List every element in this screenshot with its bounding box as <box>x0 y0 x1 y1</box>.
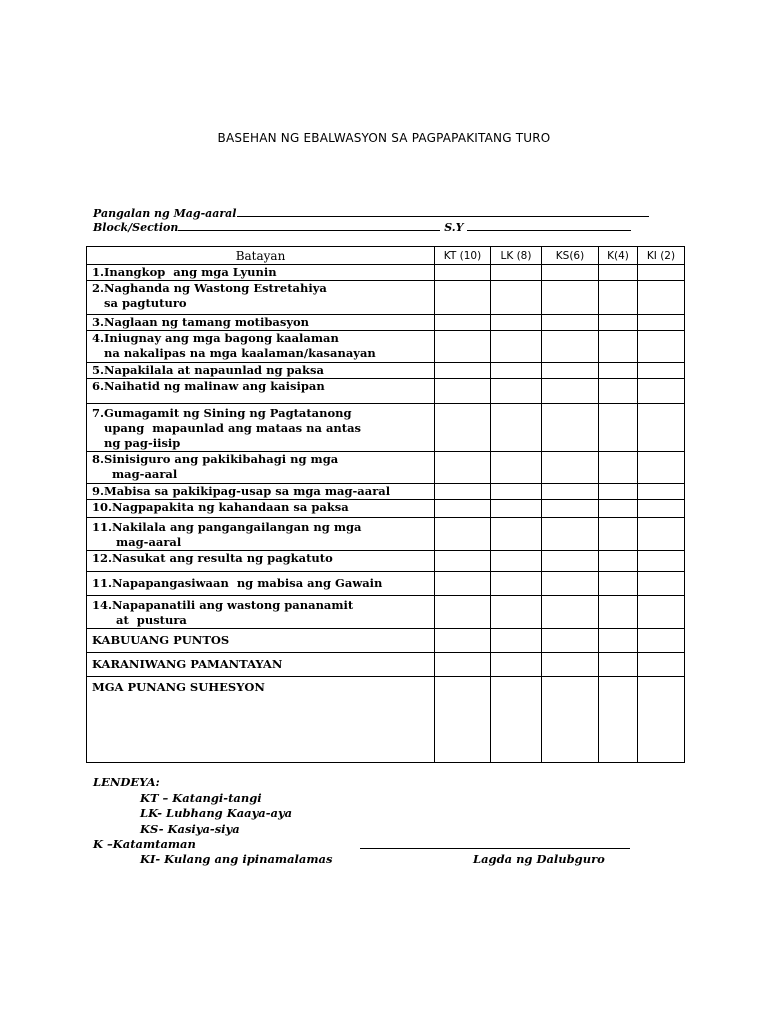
school-year-blank[interactable] <box>467 219 631 231</box>
score-cell-ki[interactable] <box>638 572 685 596</box>
criteria-header: Batayan <box>87 247 435 265</box>
score-cell-ki[interactable] <box>638 281 685 315</box>
criterion-7: 7.Gumagamit ng Sining ng Pagtatanong upang mapaunlad ang mataas na antas ng pag-iisip <box>87 404 435 452</box>
legend-ks: KS- Kasiya-siya <box>140 822 240 836</box>
score-cell-k[interactable] <box>599 596 638 629</box>
kt-header: KT (10) <box>435 247 491 265</box>
score-cell-kt[interactable] <box>435 596 491 629</box>
score-cell-lk[interactable] <box>491 315 542 331</box>
table-row <box>87 265 685 281</box>
table-row <box>87 572 685 596</box>
score-cell-k[interactable] <box>599 518 638 551</box>
score-cell-ks[interactable] <box>542 572 599 596</box>
k-header: K(4) <box>599 247 638 265</box>
score-cell-kt[interactable] <box>435 551 491 572</box>
score-cell-ks[interactable] <box>542 331 599 363</box>
table-row <box>87 331 685 363</box>
average-cell-ki[interactable] <box>638 653 685 677</box>
score-cell-kt[interactable] <box>435 404 491 452</box>
criterion-10: 10.Nagpapakita ng kahandaan sa paksa <box>87 500 435 518</box>
score-cell-k[interactable] <box>599 572 638 596</box>
score-cell-lk[interactable] <box>491 281 542 315</box>
score-cell-lk[interactable] <box>491 551 542 572</box>
total-cell-ki[interactable] <box>638 629 685 653</box>
total-cell-kt[interactable] <box>435 629 491 653</box>
score-cell-ks[interactable] <box>542 596 599 629</box>
score-cell-ki[interactable] <box>638 452 685 484</box>
score-cell-k[interactable] <box>599 265 638 281</box>
total-cell-k[interactable] <box>599 629 638 653</box>
legend-k: K –Katamtaman <box>93 837 196 851</box>
criterion-4: 4.Iniugnay ang mga bagong kaalaman na nakalipas na mga kaalaman/kasanayan <box>87 331 435 363</box>
student-name-blank[interactable] <box>237 205 649 217</box>
score-cell-lk[interactable] <box>491 404 542 452</box>
section-blank[interactable] <box>178 219 440 231</box>
score-cell-kt[interactable] <box>435 379 491 404</box>
table-row <box>87 379 685 404</box>
criterion-8: 8.Sinisiguro ang pakikibahagi ng mga mag-aaral <box>87 452 435 484</box>
score-cell-lk[interactable] <box>491 331 542 363</box>
score-cell-ki[interactable] <box>638 404 685 452</box>
table-row <box>87 500 685 518</box>
total-points-label: KABUUANG PUNTOS <box>87 629 435 653</box>
table-row <box>87 404 685 452</box>
legend-heading: LENDEYA: <box>93 775 160 789</box>
score-cell-lk[interactable] <box>491 500 542 518</box>
score-cell-lk[interactable] <box>491 596 542 629</box>
criterion-5: 5.Napakilala at napaunlad ng paksa <box>87 363 435 379</box>
student-name-line <box>93 205 649 220</box>
student-name-label: Pangalan ng Mag-aaral <box>93 207 237 220</box>
criterion-2: 2.Naghanda ng Wastong Estretahiya sa pagtuturo <box>87 281 435 315</box>
score-cell-lk[interactable] <box>491 379 542 404</box>
criterion-12: 12.Nasukat ang resulta ng pagkatuto <box>87 551 435 572</box>
score-cell-kt[interactable] <box>435 281 491 315</box>
table-row <box>87 677 685 763</box>
criterion-11: 11.Nakilala ang pangangailangan ng mga mag-aaral <box>87 518 435 551</box>
criterion-14: 14.Napapanatili ang wastong pananamit at pustura <box>87 596 435 629</box>
table-row <box>87 551 685 572</box>
score-cell-k[interactable] <box>599 281 638 315</box>
suggestions-cell-ki[interactable] <box>638 677 685 763</box>
score-cell-ks[interactable] <box>542 265 599 281</box>
score-cell-k[interactable] <box>599 379 638 404</box>
criterion-9: 9.Mabisa sa pakikipag-usap sa mga mag-aaral <box>87 484 435 500</box>
score-cell-ks[interactable] <box>542 518 599 551</box>
table-row <box>87 653 685 677</box>
score-cell-ks[interactable] <box>542 363 599 379</box>
score-cell-k[interactable] <box>599 331 638 363</box>
score-cell-lk[interactable] <box>491 265 542 281</box>
score-cell-ki[interactable] <box>638 596 685 629</box>
score-cell-ks[interactable] <box>542 551 599 572</box>
table-header-row <box>87 247 685 265</box>
score-cell-kt[interactable] <box>435 265 491 281</box>
score-cell-k[interactable] <box>599 452 638 484</box>
table-row <box>87 452 685 484</box>
legend-kt: KT – Katangi-tangi <box>140 791 262 805</box>
signature-line[interactable] <box>360 848 630 849</box>
score-cell-ki[interactable] <box>638 363 685 379</box>
average-standard-label: KARANIWANG PAMANTAYAN <box>87 653 435 677</box>
score-cell-k[interactable] <box>599 551 638 572</box>
table-row <box>87 484 685 500</box>
score-cell-k[interactable] <box>599 500 638 518</box>
criterion-1: 1.Inangkop ang mga Lyunin <box>87 265 435 281</box>
score-cell-ki[interactable] <box>638 379 685 404</box>
table-row <box>87 518 685 551</box>
ki-header: KI (2) <box>638 247 685 265</box>
average-cell-k[interactable] <box>599 653 638 677</box>
score-cell-ks[interactable] <box>542 452 599 484</box>
score-cell-lk[interactable] <box>491 452 542 484</box>
score-cell-ks[interactable] <box>542 500 599 518</box>
score-cell-k[interactable] <box>599 363 638 379</box>
score-cell-k[interactable] <box>599 315 638 331</box>
score-cell-kt[interactable] <box>435 363 491 379</box>
table-row <box>87 629 685 653</box>
criterion-6: 6.Naihatid ng malinaw ang kaisipan <box>87 379 435 404</box>
average-cell-ks[interactable] <box>542 653 599 677</box>
table-row <box>87 363 685 379</box>
score-cell-ks[interactable] <box>542 379 599 404</box>
legend-ki: KI- Kulang ang ipinamalamas <box>140 852 333 866</box>
table-row <box>87 281 685 315</box>
lk-header: LK (8) <box>491 247 542 265</box>
average-cell-kt[interactable] <box>435 653 491 677</box>
score-cell-lk[interactable] <box>491 572 542 596</box>
score-cell-ki[interactable] <box>638 518 685 551</box>
score-cell-ki[interactable] <box>638 315 685 331</box>
table-row <box>87 596 685 629</box>
document-title: BASEHAN NG EBALWASYON SA PAGPAPAKITANG TURO <box>217 131 551 145</box>
score-cell-kt[interactable] <box>435 315 491 331</box>
suggestions-cell-kt[interactable] <box>435 677 491 763</box>
score-cell-lk[interactable] <box>491 363 542 379</box>
score-cell-lk[interactable] <box>491 518 542 551</box>
score-cell-ki[interactable] <box>638 484 685 500</box>
ks-header: KS(6) <box>542 247 599 265</box>
criterion-13: 11.Napapangasiwaan ng mabisa ang Gawain <box>87 572 435 596</box>
section-label: Block/Section <box>93 221 179 234</box>
school-year-label: S.Y <box>444 221 464 234</box>
table-row <box>87 315 685 331</box>
section-line <box>93 219 631 234</box>
score-cell-k[interactable] <box>599 404 638 452</box>
suggestions-cell-ks[interactable] <box>542 677 599 763</box>
score-cell-kt[interactable] <box>435 452 491 484</box>
total-cell-ks[interactable] <box>542 629 599 653</box>
score-cell-ks[interactable] <box>542 281 599 315</box>
score-cell-ki[interactable] <box>638 551 685 572</box>
score-cell-ks[interactable] <box>542 484 599 500</box>
score-cell-ki[interactable] <box>638 500 685 518</box>
total-cell-lk[interactable] <box>491 629 542 653</box>
score-cell-kt[interactable] <box>435 572 491 596</box>
legend-lk: LK- Lubhang Kaaya-aya <box>140 806 293 820</box>
suggestions-label: MGA PUNANG SUHESYON <box>87 677 435 763</box>
suggestions-cell-lk[interactable] <box>491 677 542 763</box>
score-cell-ks[interactable] <box>542 315 599 331</box>
score-cell-ki[interactable] <box>638 265 685 281</box>
score-cell-kt[interactable] <box>435 484 491 500</box>
score-cell-kt[interactable] <box>435 518 491 551</box>
criterion-3: 3.Naglaan ng tamang motibasyon <box>87 315 435 331</box>
score-cell-lk[interactable] <box>491 484 542 500</box>
signature-label: Lagda ng Dalubguro <box>473 852 605 866</box>
evaluation-table <box>86 246 685 763</box>
score-cell-k[interactable] <box>599 484 638 500</box>
score-cell-kt[interactable] <box>435 331 491 363</box>
score-cell-ki[interactable] <box>638 331 685 363</box>
suggestions-cell-k[interactable] <box>599 677 638 763</box>
average-cell-lk[interactable] <box>491 653 542 677</box>
score-cell-ks[interactable] <box>542 404 599 452</box>
score-cell-kt[interactable] <box>435 500 491 518</box>
